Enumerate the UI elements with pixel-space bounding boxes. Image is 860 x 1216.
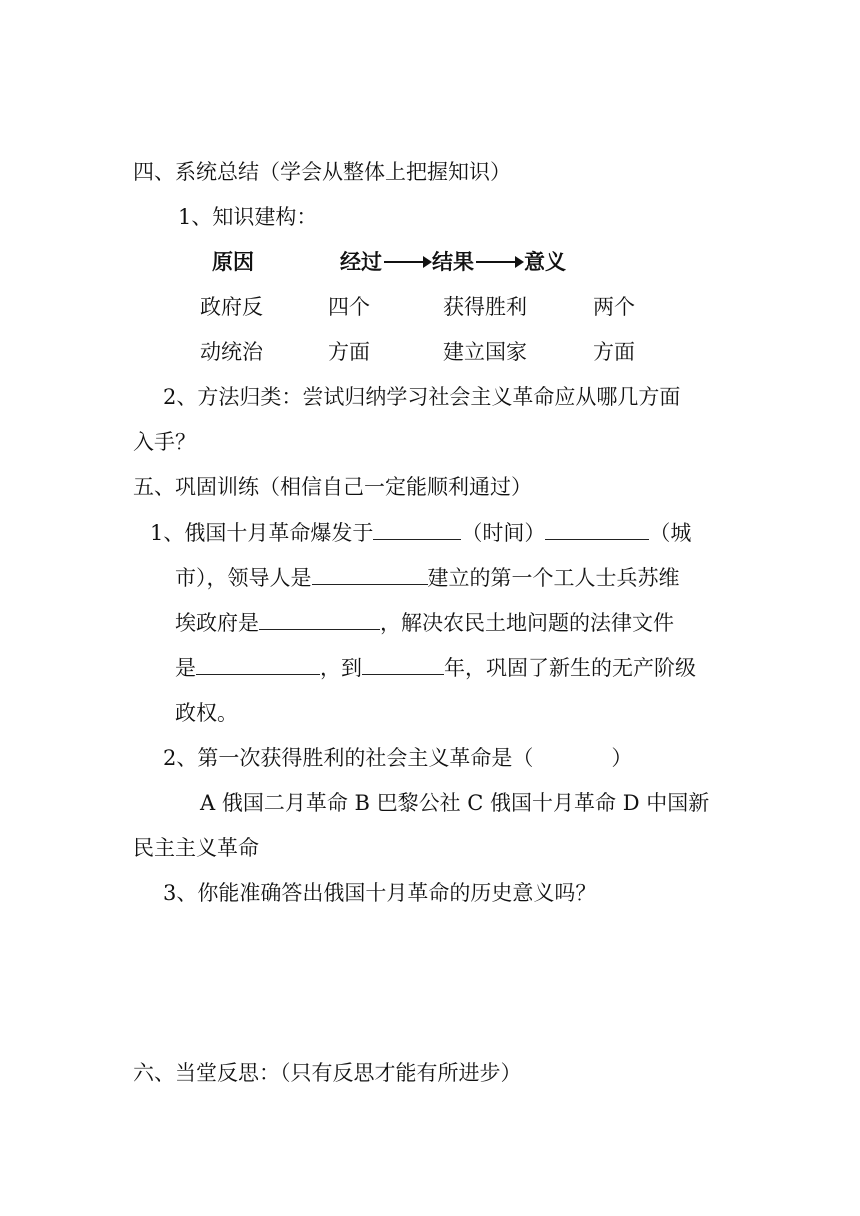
knowledge-structure-label: 1、知识建构： bbox=[178, 205, 318, 229]
diagram-row1-meaning: 两个 bbox=[593, 295, 635, 319]
arrow-right-icon bbox=[476, 261, 522, 263]
section6-heading: 六、当堂反思：（只有反思才能有所进步） bbox=[133, 1061, 522, 1085]
question2-stem bbox=[163, 743, 632, 773]
q1-time-blank[interactable] bbox=[373, 519, 461, 540]
diagram-row1-cause: 政府反 bbox=[200, 295, 263, 319]
q1-text-g: ，解决农民土地问题的法律文件 bbox=[380, 611, 674, 635]
q2-stem-text: 2、第一次获得胜利的社会主义革命是（ bbox=[163, 746, 534, 770]
question2-options-line2: 民主主义革命 bbox=[133, 836, 259, 860]
question1-line4 bbox=[175, 653, 696, 683]
q1-text-f: 埃政府是 bbox=[175, 611, 259, 635]
section4-heading: 四、系统总结（学会从整体上把握知识） bbox=[133, 160, 511, 184]
diagram-row1-result: 获得胜利 bbox=[443, 295, 527, 319]
method-summary-line1: 2、方法归类：尝试归纳学习社会主义革命应从哪几方面 bbox=[163, 385, 681, 409]
q1-text-j: 年，巩固了新生的无产阶级 bbox=[444, 656, 696, 680]
question1-line1 bbox=[150, 518, 691, 548]
q1-city-blank[interactable] bbox=[545, 519, 649, 540]
method-summary-line2: 入手？ bbox=[133, 430, 196, 454]
q1-text-h: 是 bbox=[175, 656, 196, 680]
diagram-row2-process: 方面 bbox=[328, 340, 370, 364]
diagram-row2-result: 建立国家 bbox=[443, 340, 527, 364]
q1-text-e: 建立的第一个工人士兵苏维 bbox=[427, 566, 680, 590]
diagram-header-process-text: 经过 bbox=[340, 249, 382, 274]
question1-line3 bbox=[175, 608, 674, 638]
diagram-header-cause: 原因 bbox=[212, 249, 254, 274]
question3: 3、你能准确答出俄国十月革命的历史意义吗？ bbox=[163, 881, 597, 905]
q1-text-i: ，到 bbox=[320, 656, 362, 680]
question1-line5: 政权。 bbox=[175, 701, 238, 725]
arrow-right-icon bbox=[384, 261, 430, 263]
q1-text-a: 1、俄国十月革命爆发于 bbox=[150, 521, 374, 545]
diagram-row1-process: 四个 bbox=[328, 295, 370, 319]
q1-text-c: （城 bbox=[649, 521, 692, 545]
diagram-header-meaning: 意义 bbox=[524, 249, 566, 274]
diagram-row2-meaning: 方面 bbox=[593, 340, 635, 364]
diagram-header-process bbox=[340, 247, 566, 277]
diagram-header-result: 结果 bbox=[432, 249, 474, 274]
diagram-row2-cause: 动统治 bbox=[200, 340, 263, 364]
q1-text-b: （时间） bbox=[461, 521, 546, 545]
section5-heading: 五、巩固训练（相信自己一定能顺利通过） bbox=[133, 475, 532, 499]
q1-text-d: 市），领导人是 bbox=[175, 566, 312, 590]
q2-close-paren: ） bbox=[611, 746, 633, 770]
q1-year-blank[interactable] bbox=[362, 654, 444, 675]
question1-line2 bbox=[175, 563, 680, 593]
q1-land-law-blank[interactable] bbox=[196, 654, 320, 675]
q1-government-blank[interactable] bbox=[259, 609, 380, 630]
question2-options-line1: A 俄国二月革命 B 巴黎公社 C 俄国十月革命 D 中国新 bbox=[200, 791, 710, 815]
q1-leader-blank[interactable] bbox=[312, 564, 428, 585]
